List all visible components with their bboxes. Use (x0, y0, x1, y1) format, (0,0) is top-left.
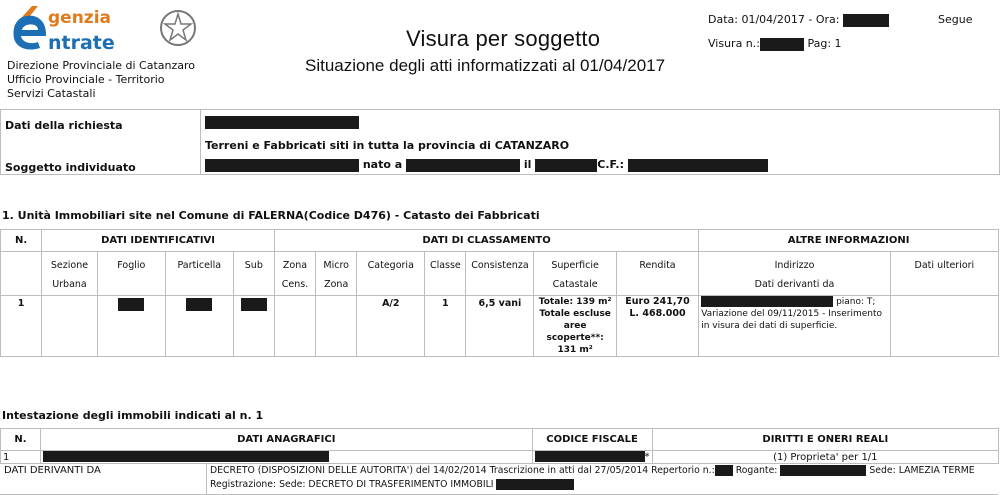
page-number: Pag: 1 (807, 37, 842, 50)
col-particella: Particella (165, 252, 233, 296)
date-label: Data: 01/04/2017 - Ora: (708, 13, 840, 26)
subject-details (205, 158, 768, 172)
col-categoria: Categoria (357, 252, 425, 296)
section2-title: Intestazione degli immobili indicati al n. 1 (2, 409, 264, 422)
ident-header: DATI IDENTIFICATIVI (42, 230, 275, 252)
col-classe: Classe (425, 252, 466, 296)
redacted-registrazione (496, 479, 574, 490)
logo (8, 4, 198, 56)
col-micro: Micro Zona (316, 252, 357, 296)
section1-title: 1. Unità Immobiliari site nel Comune di FALERNA(Codice D476) - Catasto dei Fabbricati (2, 209, 540, 222)
row-n: 1 (1, 296, 42, 357)
republic-emblem-icon (158, 6, 198, 50)
row-indirizzo: piano: T; Variazione del 09/11/2015 - Inserimento in visura dei dati di superficie. (699, 296, 891, 357)
redacted-owner-cf (535, 451, 645, 462)
redacted-particella (186, 298, 212, 311)
request-box (0, 109, 1000, 175)
col-rendita: Rendita (616, 252, 698, 296)
redacted-birthplace (406, 159, 520, 172)
row-rendita: Euro 241,70 L. 468.000 (616, 296, 698, 357)
col-ulteriori: Dati ulteriori (890, 252, 998, 296)
page-subtitle: Situazione degli atti informatizzati al 01/04/2017 (305, 56, 666, 75)
table-row: 1 * (1) Proprieta' per 1/1 (1, 451, 999, 464)
owners-table (0, 428, 999, 464)
redacted-owner (43, 451, 329, 462)
redacted-rogante (780, 465, 866, 476)
diritti-header: DIRITTI E ONERI REALI (652, 429, 998, 451)
table-row (1, 296, 999, 357)
col-indirizzo: Indirizzo Dati derivanti da (699, 252, 891, 296)
cf-header: CODICE FISCALE (532, 429, 652, 451)
request-scope: Terreni e Fabbricati siti in tutta la provincia di CATANZARO (205, 139, 570, 152)
redacted-address (701, 296, 833, 307)
cf-label: C.F.: (597, 158, 624, 171)
office-line1: Direzione Provinciale di Catanzaro (7, 59, 196, 72)
request-label: Dati della richiesta (5, 119, 123, 132)
derivanti-box (0, 463, 998, 495)
row-categoria: A/2 (357, 296, 425, 357)
redacted-subject (205, 159, 359, 172)
visura-label: Visura n.: (708, 37, 760, 50)
redacted-foglio (118, 298, 144, 311)
derivanti-label: DATI DERIVANTI DA (4, 465, 101, 476)
owners-n-header: N. (1, 429, 41, 451)
derivanti-line2: Registrazione: Sede: DECRETO DI TRASFERIMENTO IMMOBILI (210, 479, 574, 490)
derivanti-line1: DECRETO (DISPOSIZIONI DELLE AUTORITA') del 14/02/2014 Trascrizione in atti dal 27/05/2014 Repertorio n.: Rogante: Sede: LAMEZIA TERME (210, 465, 975, 476)
logo-text-line2: ntrate (48, 32, 115, 54)
visura-number (708, 37, 842, 51)
owner-rights: (1) Proprieta' per 1/1 (652, 451, 998, 464)
page-title: Visura per soggetto (406, 26, 601, 51)
subject-label: Soggetto individuato (5, 161, 136, 174)
row-classe: 1 (425, 296, 466, 357)
redacted-sub (241, 298, 267, 311)
redacted-repertorio (715, 465, 733, 476)
col-zona: Zona Cens. (274, 252, 315, 296)
owner-n: 1 (1, 451, 41, 464)
col-sub: Sub (233, 252, 274, 296)
office-line3: Servizi Catastali (7, 87, 96, 100)
redacted-name (205, 116, 359, 129)
redacted-cf (628, 159, 768, 172)
other-header: ALTRE INFORMAZIONI (699, 230, 999, 252)
class-header: DATI DI CLASSAMENTO (274, 230, 698, 252)
born-label: nato a (362, 158, 403, 171)
row-consistenza: 6,5 vani (466, 296, 534, 357)
col-consistenza: Consistenza (466, 252, 534, 296)
segue-label: Segue (938, 13, 973, 26)
col-foglio: Foglio (97, 252, 165, 296)
col-superficie: Superficie Catastale (534, 252, 616, 296)
redacted-birthdate (535, 159, 597, 172)
col-n-header: N. (1, 230, 42, 252)
il-label: il (523, 158, 532, 171)
agenzia-entrate-logo-icon (8, 4, 52, 54)
col-sezione: Sezione Urbana (42, 252, 98, 296)
redacted-time (843, 14, 889, 27)
logo-text-line1: genzia (48, 8, 111, 28)
row-superficie: Totale: 139 m² Totale escluse aree scoperte**: 131 m² (534, 296, 616, 357)
date-time (708, 13, 889, 27)
redacted-visura (760, 38, 804, 51)
office-line2: Ufficio Provinciale - Territorio (7, 73, 165, 86)
units-table (0, 229, 999, 357)
anag-header: DATI ANAGRAFICI (41, 429, 532, 451)
